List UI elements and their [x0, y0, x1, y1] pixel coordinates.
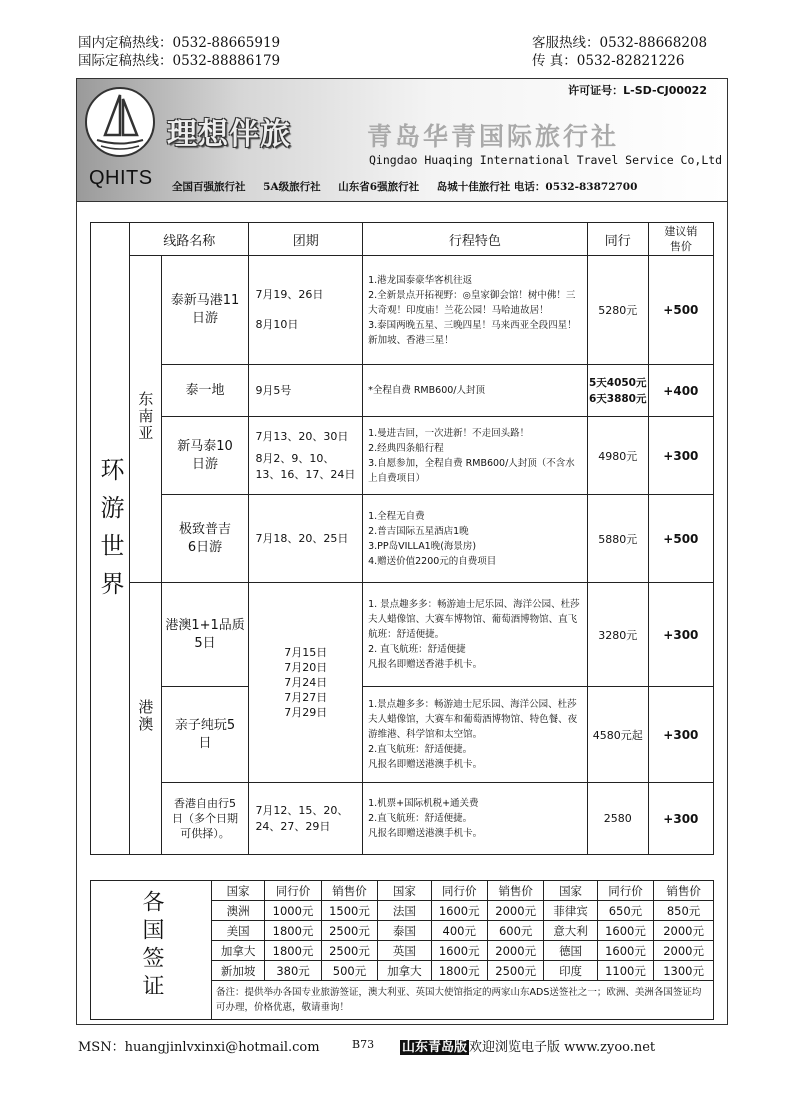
visa-cell: 1600元 [431, 941, 487, 961]
route-name: 泰一地 [161, 365, 249, 417]
suggested-price: +500 [648, 495, 713, 583]
route-features: 1.曼进吉回，一次进新！不走回头路！ 2.经典四条船行程 3.自愿参加，全程自费 RMB600/人封顶（不含水上自费项目） [363, 417, 588, 495]
tour-table [90, 222, 714, 855]
visa-cell: 菲律宾 [544, 901, 597, 921]
route-features: 1.港龙国泰豪华客机往返 2.全新景点开拓视野：◎皇家御会馆！树中佛！三大奇观！印度庙！兰花公园！马哈迪故居！ 3.泰国两晚五星、三晚四星！马来西亚全段四星！新加坡、香港三星！ [363, 256, 588, 365]
visa-cell: 澳洲 [212, 901, 265, 921]
route-name: 亲子纯玩5日 [161, 687, 249, 783]
visa-cell: 2000元 [487, 941, 543, 961]
msn-contact: MSN：huangjinlvxinxi@hotmail.com [78, 1040, 320, 1055]
visa-cell: 1500元 [321, 901, 377, 921]
peer-price: 3280元 [587, 583, 648, 687]
route-features: *全程自费 RMB600/人封顶 [363, 365, 588, 417]
edition-label: 山东青岛版 [402, 1040, 468, 1055]
visa-cell: 1800元 [265, 921, 321, 941]
visa-cell: 意大利 [544, 921, 597, 941]
peer-price: 2580 [587, 783, 648, 855]
suggested-price: +500 [648, 256, 713, 365]
route-features: 1.景点趣多多：畅游迪士尼乐园、海洋公园、杜莎夫人蜡像馆，大赛车和葡萄酒博物馆、特色餐、夜游维港、科学馆和太空馆。 2.直飞航班：舒适便捷。 凡报名即赠送港澳手机卡。 [363, 687, 588, 783]
route-dates: 7月12、15、20、24、27、29日 [249, 783, 363, 855]
honor-2: 5A级旅行社 [263, 181, 321, 193]
visa-cell: 1600元 [597, 921, 653, 941]
visa-cell: 印度 [544, 961, 597, 981]
route-dates: 7月18、20、25日 [249, 495, 363, 583]
visa-cell: 1800元 [265, 941, 321, 961]
page-footer [78, 1036, 718, 1055]
table-row [91, 495, 714, 583]
suggested-price: +400 [648, 365, 713, 417]
route-name: 港澳1+1品质5日 [161, 583, 249, 687]
page-number: B73 [352, 1038, 375, 1051]
visa-cell: 泰国 [378, 921, 431, 941]
route-name: 极致普吉6日游 [161, 495, 249, 583]
visa-cell: 500元 [321, 961, 377, 981]
table-row [91, 583, 714, 687]
visa-cell: 2000元 [654, 941, 714, 961]
visa-cell: 1600元 [431, 901, 487, 921]
header-peer-price: 同行 [587, 223, 648, 256]
header-suggest-price: 建议销售价 [648, 223, 713, 256]
visa-cell: 2500元 [321, 941, 377, 961]
visa-note: 备注：提供举办各国专业旅游签证，澳大利亚、英国大使馆指定的两家山东ADS送签社之一；欧洲、美洲各国签证均可办理，价格优惠，敬请垂询！ [212, 981, 714, 1020]
visa-header-sale: 销售价 [487, 881, 543, 901]
visa-header-sale: 销售价 [321, 881, 377, 901]
visa-header-peer: 同行价 [597, 881, 653, 901]
international-hotline: 国际定稿热线：0532-88886179 [78, 53, 281, 69]
route-name: 香港自由行5日（多个日期可供择）。 [161, 783, 249, 855]
header-route: 线路名称 [130, 223, 249, 256]
table-header-row [91, 223, 714, 256]
visa-cell: 英国 [378, 941, 431, 961]
domestic-hotline: 国内定稿热线：0532-88665919 [78, 35, 281, 51]
edition-tag [400, 1036, 655, 1055]
route-name: 新马泰10日游 [161, 417, 249, 495]
visa-cell: 1100元 [597, 961, 653, 981]
visa-header-row [91, 881, 714, 901]
agency-honors [172, 179, 651, 194]
domestic-hotlines [78, 34, 280, 70]
visa-title: 各国签证 [91, 881, 212, 1020]
visa-cell: 2500元 [487, 961, 543, 981]
visa-cell: 1300元 [654, 961, 714, 981]
visa-cell: 850元 [654, 901, 714, 921]
service-hotline: 客服热线：0532-88668208 [532, 35, 708, 51]
fax-number: 传 真：0532-82821226 [532, 53, 685, 69]
brand-slogan: 理想伴旅 [167, 117, 291, 152]
header-features: 行程特色 [363, 223, 588, 256]
visa-cell: 美国 [212, 921, 265, 941]
logo-text: QHITS [89, 167, 153, 189]
header-dates: 团期 [249, 223, 363, 256]
visa-cell: 1000元 [265, 901, 321, 921]
visa-cell: 加拿大 [212, 941, 265, 961]
visa-header-peer: 同行价 [265, 881, 321, 901]
visa-cell: 400元 [431, 921, 487, 941]
group-label-sea: 东南亚 [130, 256, 162, 583]
edition-website: 欢迎浏览电子版 www.zyoo.net [469, 1040, 656, 1055]
visa-cell: 新加坡 [212, 961, 265, 981]
visa-cell: 1600元 [597, 941, 653, 961]
peer-price: 4580元起 [587, 687, 648, 783]
region-label: 环游世界 [91, 223, 130, 855]
suggested-price: +300 [648, 687, 713, 783]
peer-price: 4980元 [587, 417, 648, 495]
license-number: 许可证号：L-SD-CJ00022 [568, 84, 707, 97]
agency-name-cn: 青岛华青国际旅行社 [367, 122, 620, 151]
route-dates: 7月15日 7月20日 7月24日 7月27日 7月29日 [249, 583, 363, 783]
table-row [91, 417, 714, 495]
visa-header-country: 国家 [544, 881, 597, 901]
route-features: 1. 景点趣多多：畅游迪士尼乐园、海洋公园、杜莎夫人蜡像馆、大赛车博物馆、葡萄酒博物馆、直飞航班：舒适便捷。 2. 直飞航班：舒适便捷 凡报名即赠送香港手机卡。 [363, 583, 588, 687]
service-contacts [532, 34, 707, 70]
visa-cell: 650元 [597, 901, 653, 921]
agency-name-en: Qingdao Huaqing International Travel Service Co,Ltd [369, 153, 723, 167]
suggested-price: +300 [648, 583, 713, 687]
table-row [91, 687, 714, 783]
visa-cell: 380元 [265, 961, 321, 981]
visa-header-sale: 销售价 [654, 881, 714, 901]
visa-cell: 加拿大 [378, 961, 431, 981]
peer-price: 5880元 [587, 495, 648, 583]
route-name: 泰新马港11日游 [161, 256, 249, 365]
table-row [91, 365, 714, 417]
suggested-price: +300 [648, 417, 713, 495]
honor-3: 山东省6强旅行社 [338, 181, 420, 193]
route-dates: 9月5号 [249, 365, 363, 417]
visa-cell: 600元 [487, 921, 543, 941]
visa-header-peer: 同行价 [431, 881, 487, 901]
visa-cell: 德国 [544, 941, 597, 961]
peer-price: 5280元 [587, 256, 648, 365]
table-row [91, 783, 714, 855]
group-label-hkmo: 港澳 [130, 583, 162, 855]
visa-cell: 法国 [378, 901, 431, 921]
honor-4: 岛城十佳旅行社 电话：0532-83872700 [436, 181, 638, 193]
table-row [91, 256, 714, 365]
route-dates: 7月19、26日 8月10日 [249, 256, 363, 365]
visa-cell: 1800元 [431, 961, 487, 981]
visa-cell: 2000元 [487, 901, 543, 921]
visa-header-country: 国家 [378, 881, 431, 901]
visa-header-country: 国家 [212, 881, 265, 901]
route-features: 1.全程无自费 2.普吉国际五星酒店1晚 3.PP岛VILLA1晚(海景房) 4.赠送价值2200元的自费项目 [363, 495, 588, 583]
sail-logo-icon [83, 85, 157, 159]
peer-price: 5天4050元 6天3880元 [587, 365, 648, 417]
route-features: 1.机票+国际机税+通关费 2.直飞航班：舒适便捷。 凡报名即赠送港澳手机卡。 [363, 783, 588, 855]
suggested-price: +300 [648, 783, 713, 855]
route-dates: 7月13、20、30日 8月2、9、10、13、16、17、24日 [249, 417, 363, 495]
visa-table [90, 880, 714, 1020]
visa-cell: 2500元 [321, 921, 377, 941]
agency-banner [77, 79, 727, 202]
visa-cell: 2000元 [654, 921, 714, 941]
honor-1: 全国百强旅行社 [172, 181, 246, 193]
